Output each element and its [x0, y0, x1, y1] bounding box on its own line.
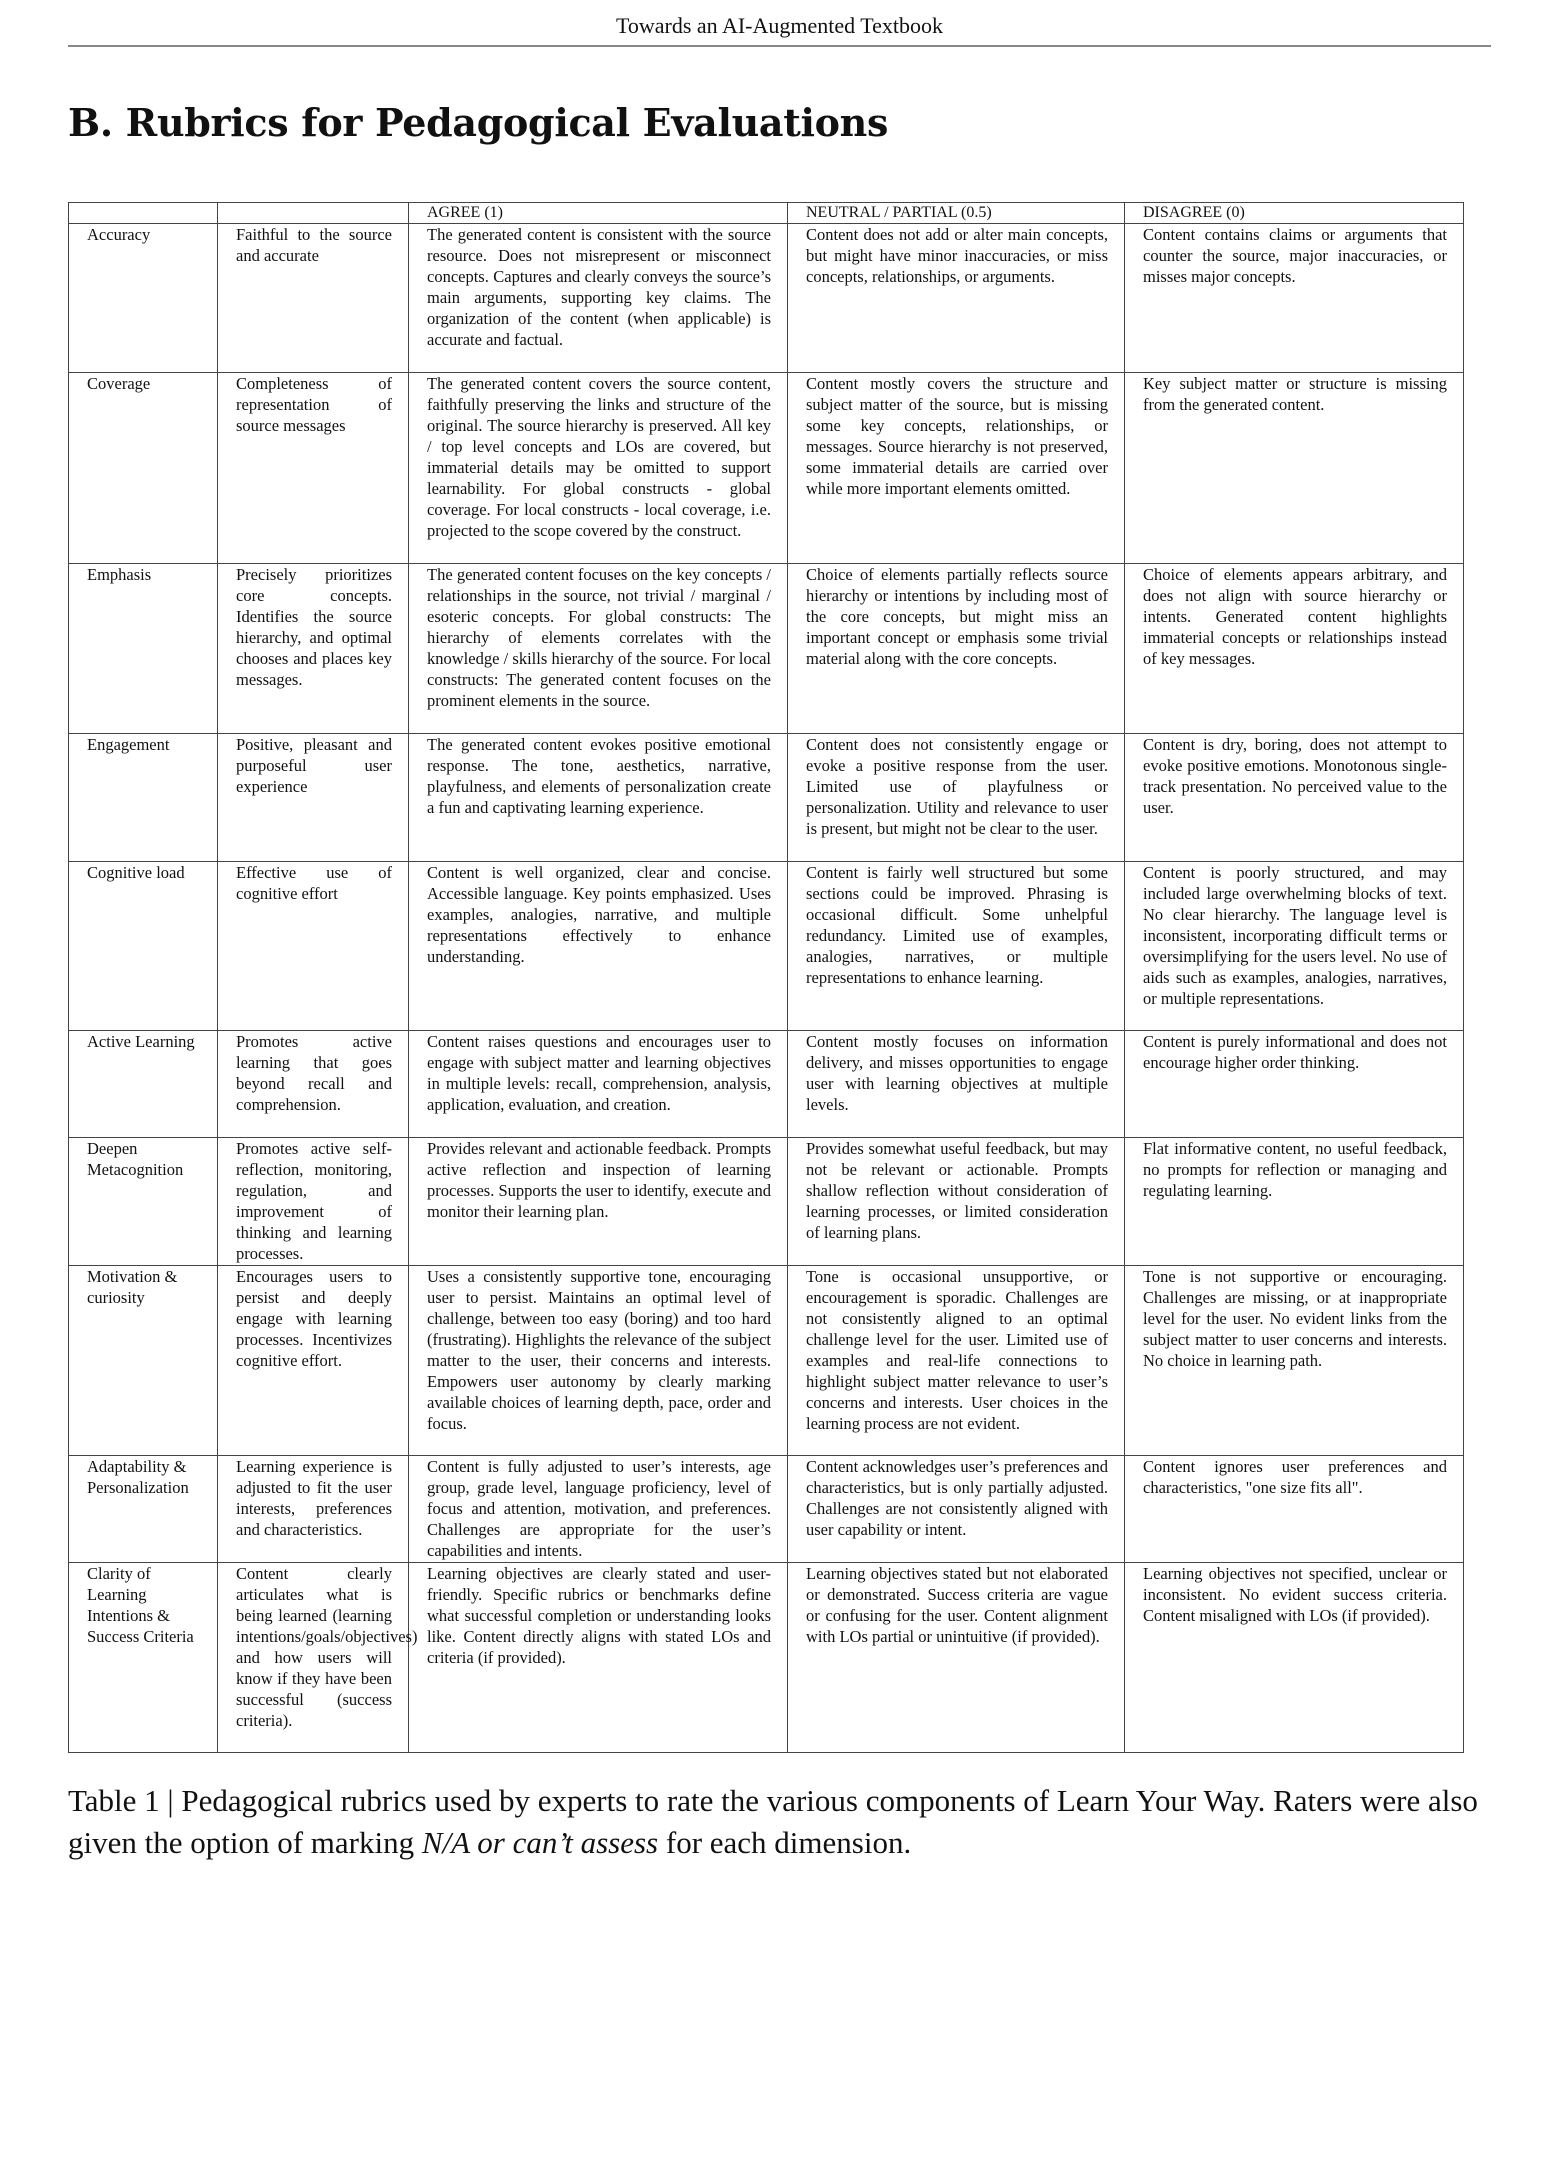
neutral-cell: Content mostly covers the structure and subject matter of the source, but is missing some key concepts, relationships, or messages. Source hierarchy is not preserved, some immaterial details are carried over while more important elements omitted. — [788, 373, 1125, 564]
table-row — [69, 1138, 1464, 1266]
disagree-cell: Content is poorly structured, and may included large overwhelming blocks of text. No clear hierarchy. The language level is inconsistent, incorporating difficult terms or oversimplifying for the users level. No use of aids such as examples, analogies, narratives, or multiple representations. — [1125, 862, 1464, 1031]
agree-cell: The generated content covers the source content, faithfully preserving the links and structure of the original. The source hierarchy is preserved. All key / top level concepts and LOs are covered, but immaterial details may be omitted to support learnability. For global constructs - global coverage. For local constructs - local coverage, i.e. projected to the scope covered by the construct. — [409, 373, 788, 564]
header-cell-agree: AGREE (1) — [409, 203, 788, 224]
disagree-cell: Choice of elements appears arbitrary, and does not align with source hierarchy or intents. Generated content highlights immaterial concepts or relationships instead of key messages. — [1125, 564, 1464, 734]
running-head: Towards an AI-Augmented Textbook — [615, 13, 944, 38]
dimension-cell: Motivation & curiosity — [69, 1266, 218, 1456]
neutral-cell: Content is fairly well structured but some sections could be improved. Phrasing is occasional difficult. Some unhelpful redundancy. Limited use of examples, analogies, narratives, or multiple representations to enhance learning. — [788, 862, 1125, 1031]
header-rule — [68, 45, 1491, 47]
definition-cell: Precisely prioritizes core concepts. Identifies the source hierarchy, and optimal chooses and places key messages. — [218, 564, 409, 734]
disagree-cell: Flat informative content, no useful feedback, no prompts for reflection or managing and regulating learning. — [1125, 1138, 1464, 1266]
disagree-cell: Content contains claims or arguments that counter the source, major inaccuracies, or misses major concepts. — [1125, 224, 1464, 373]
disagree-cell: Content ignores user preferences and characteristics, "one size fits all". — [1125, 1456, 1464, 1563]
table-row — [69, 1456, 1464, 1563]
definition-cell: Completeness of representation of source messages — [218, 373, 409, 564]
table-row — [69, 1563, 1464, 1753]
neutral-cell: Content acknowledges user’s preferences and characteristics, but is only partially adjusted. Challenges are not consistently aligned with user capability or intent. — [788, 1456, 1125, 1563]
definition-cell: Positive, pleasant and purposeful user experience — [218, 734, 409, 862]
agree-cell: The generated content is consistent with the source resource. Does not misrepresent or misconnect concepts. Captures and clearly conveys the source’s main arguments, supporting key claims. The organization of the content (when applicable) is accurate and factual. — [409, 224, 788, 373]
table-row — [69, 1266, 1464, 1456]
rubric-table — [68, 202, 1464, 1753]
disagree-cell: Content is purely informational and does not encourage higher order thinking. — [1125, 1031, 1464, 1138]
dimension-cell: Cognitive load — [69, 862, 218, 1031]
header-cell-dimension — [69, 203, 218, 224]
dimension-cell: Coverage — [69, 373, 218, 564]
agree-cell: Provides relevant and actionable feedback. Prompts active reflection and inspection of learning processes. Supports the user to identify, execute and monitor their learning plan. — [409, 1138, 788, 1266]
agree-cell: The generated content evokes positive emotional response. The tone, aesthetics, narrative, playfulness, and elements of personalization create a fun and captivating learning experience. — [409, 734, 788, 862]
section-title: B. Rubrics for Pedagogical Evaluations — [68, 100, 889, 145]
table-row — [69, 373, 1464, 564]
dimension-cell: Emphasis — [69, 564, 218, 734]
neutral-cell: Provides somewhat useful feedback, but may not be relevant or actionable. Prompts shallow reflection without consideration of learning processes, or limited consideration of learning plans. — [788, 1138, 1125, 1266]
caption-emphasis: N/A or can’t assess — [421, 1825, 659, 1860]
disagree-cell: Learning objectives not specified, unclear or inconsistent. No evident success criteria. Content misaligned with LOs (if provided). — [1125, 1563, 1464, 1753]
disagree-cell: Key subject matter or structure is missing from the generated content. — [1125, 373, 1464, 564]
neutral-cell: Choice of elements partially reflects source hierarchy or intentions by including most of the core concepts, but might miss an important concept or emphasis some trivial material along with the core concepts. — [788, 564, 1125, 734]
dimension-cell: Deepen Metacognition — [69, 1138, 218, 1266]
header-cell-neutral: NEUTRAL / PARTIAL (0.5) — [788, 203, 1125, 224]
table-row — [69, 1031, 1464, 1138]
dimension-cell: Clarity of Learning Intentions & Success Criteria — [69, 1563, 218, 1753]
disagree-cell: Content is dry, boring, does not attempt to evoke positive emotions. Monotonous single-track presentation. No perceived value to the user. — [1125, 734, 1464, 862]
definition-cell: Faithful to the source and accurate — [218, 224, 409, 373]
dimension-cell: Accuracy — [69, 224, 218, 373]
agree-cell: Content raises questions and encourages user to engage with subject matter and learning objectives in multiple levels: recall, comprehension, analysis, application, evaluation, and creation. — [409, 1031, 788, 1138]
caption-suffix: for each dimension. — [658, 1825, 912, 1860]
neutral-cell: Content does not consistently engage or evoke a positive response from the user. Limited use of playfulness or personalization. Utility and relevance to user is present, but might not be clear to the user. — [788, 734, 1125, 862]
definition-cell: Promotes active self-reflection, monitoring, regulation, and improvement of thinking and learning processes. — [218, 1138, 409, 1266]
header-cell-disagree: DISAGREE (0) — [1125, 203, 1464, 224]
dimension-cell: Engagement — [69, 734, 218, 862]
neutral-cell: Tone is occasional unsupportive, or encouragement is sporadic. Challenges are not consistently aligned to an optimal challenge level for the user. Limited use of examples and real-life connections to highlight subject matter relevance to user’s concerns and interests. User choices in the learning process are not evident. — [788, 1266, 1125, 1456]
table-row — [69, 862, 1464, 1031]
agree-cell: Content is well organized, clear and concise. Accessible language. Key points emphasized. Uses examples, analogies, narrative, and multiple representations effectively to enhance understanding. — [409, 862, 788, 1031]
table-row — [69, 564, 1464, 734]
dimension-cell: Active Learning — [69, 1031, 218, 1138]
agree-cell: The generated content focuses on the key concepts / relationships in the source, not trivial / marginal / esoteric concepts. For global constructs: The hierarchy of elements correlates with the knowledge / skills hierarchy of the source. For local constructs: The generated content focuses on the prominent elements in the source. — [409, 564, 788, 734]
agree-cell: Uses a consistently supportive tone, encouraging user to persist. Maintains an optimal level of challenge, between too easy (boring) and too hard (frustrating). Highlights the relevance of the subject matter to the user, their concerns and interests. Empowers user autonomy by clearly marking available choices of learning depth, pace, order and focus. — [409, 1266, 788, 1456]
disagree-cell: Tone is not supportive or encouraging. Challenges are missing, or at inappropriate level for the user. No evident links from the subject matter to user concerns and interests. No choice in learning path. — [1125, 1266, 1464, 1456]
definition-cell: Learning experience is adjusted to fit the user interests, preferences and characteristics. — [218, 1456, 409, 1563]
neutral-cell: Learning objectives stated but not elaborated or demonstrated. Success criteria are vague or confusing for the user. Content alignment with LOs partial or unintuitive (if provided). — [788, 1563, 1125, 1753]
agree-cell: Content is fully adjusted to user’s interests, age group, grade level, language proficiency, level of focus and attention, motivation, and preferences. Challenges are appropriate for the user’s capabilities and intents. — [409, 1456, 788, 1563]
agree-cell: Learning objectives are clearly stated and user-friendly. Specific rubrics or benchmarks define what successful completion or understanding looks like. Content directly aligns with stated LOs and criteria (if provided). — [409, 1563, 788, 1753]
table-caption — [68, 1780, 1498, 1864]
neutral-cell: Content mostly focuses on information delivery, and misses opportunities to engage user with learning objectives at multiple levels. — [788, 1031, 1125, 1138]
table-row — [69, 734, 1464, 862]
definition-cell: Effective use of cognitive effort — [218, 862, 409, 1031]
definition-cell: Encourages users to persist and deeply engage with learning processes. Incentivizes cognitive effort. — [218, 1266, 409, 1456]
header-cell-definition — [218, 203, 409, 224]
caption-prefix: Table 1 | Pedagogical rubrics used by experts to rate the various components of Learn Your Way. Raters were also given the option of marking — [68, 1783, 1478, 1860]
header-row — [69, 203, 1464, 224]
definition-cell: Content clearly articulates what is being learned (learning intentions/goals/objectives) and how users will know if they have been successful (success criteria). — [218, 1563, 409, 1753]
definition-cell: Promotes active learning that goes beyond recall and comprehension. — [218, 1031, 409, 1138]
table-row — [69, 224, 1464, 373]
dimension-cell: Adaptability & Personalization — [69, 1456, 218, 1563]
neutral-cell: Content does not add or alter main concepts, but might have minor inaccuracies, or miss concepts, relationships, or arguments. — [788, 224, 1125, 373]
